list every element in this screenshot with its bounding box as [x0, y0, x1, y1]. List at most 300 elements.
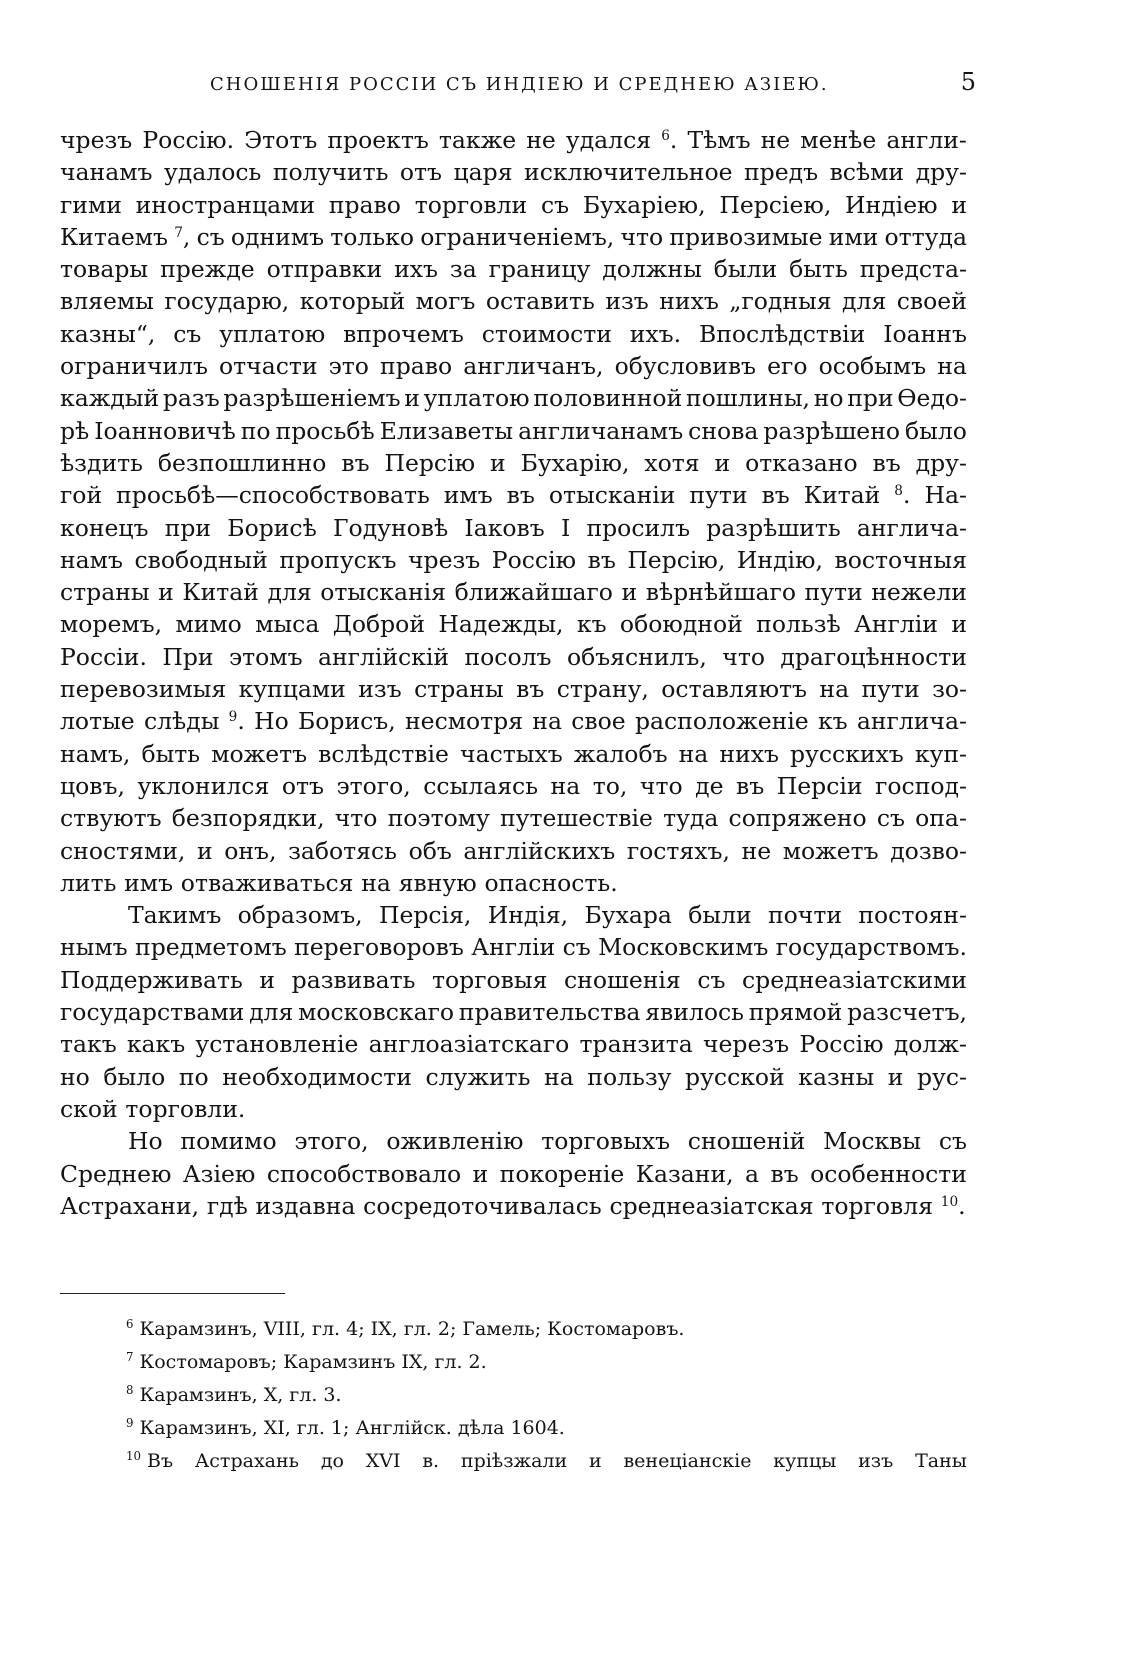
word: Китай — [182, 578, 259, 607]
word: быть — [141, 739, 201, 768]
word: по — [178, 1062, 209, 1091]
footnote-marker: 7 — [174, 224, 183, 241]
word: на — [819, 675, 850, 704]
word: Персіею, — [719, 190, 832, 219]
word: Но — [254, 707, 289, 736]
word: опа- — [915, 804, 967, 833]
footnote-word: пріѣзжали — [460, 1450, 568, 1472]
word: разрѣшеніемъ — [223, 384, 401, 413]
word: намъ, — [60, 739, 131, 768]
word: на — [550, 771, 581, 800]
word: дозво- — [890, 836, 967, 865]
word: зо- — [932, 675, 967, 704]
word: и — [714, 448, 731, 477]
word: по — [240, 416, 271, 445]
word: что — [722, 642, 765, 671]
word: Доброй — [332, 610, 425, 639]
word: отысканія — [320, 578, 446, 607]
word: предста- — [859, 255, 967, 284]
word: съ — [562, 933, 591, 962]
word: установленіе — [195, 1030, 359, 1059]
word: Персію — [384, 448, 476, 477]
word: отъ — [281, 771, 324, 800]
word: съ — [938, 1127, 967, 1156]
word: Россію. — [142, 126, 235, 154]
footnote-text: Карамзинъ, XI, гл. 1; Англійск. дѣла 1604. — [133, 1417, 565, 1439]
word: право — [328, 190, 401, 219]
word: ограниченіемъ, — [420, 222, 615, 251]
word: транзита — [579, 1030, 693, 1059]
word: проектъ — [327, 126, 429, 154]
word: впрочемъ — [343, 319, 464, 348]
word: ссылаясь — [423, 771, 538, 800]
paragraph — [60, 899, 967, 1125]
word: Англіи — [471, 933, 556, 962]
word: англичанамъ — [518, 416, 684, 445]
word: въ — [516, 675, 545, 704]
word: отправки — [266, 255, 383, 284]
word: пути — [689, 481, 748, 510]
text-line — [60, 382, 967, 414]
text-line — [60, 899, 967, 931]
word: образомъ, — [237, 901, 363, 930]
word: пути — [804, 578, 863, 607]
word: привозимые — [669, 222, 823, 251]
word: также — [438, 126, 517, 154]
word: Москвы — [823, 1127, 922, 1156]
word: иностранцами — [135, 190, 316, 219]
text-line — [60, 835, 967, 867]
word: дру- — [915, 158, 967, 187]
word: $^9$. — [228, 707, 245, 736]
word: туда — [663, 804, 719, 833]
word: частыхъ — [460, 739, 563, 768]
word: царя — [453, 158, 513, 187]
word: ограничилъ — [60, 352, 208, 381]
text-line — [60, 1061, 967, 1093]
word: оставляютъ — [661, 675, 807, 704]
word: и — [490, 448, 506, 477]
text-line — [60, 415, 967, 447]
word: свое — [571, 707, 626, 736]
text-line — [60, 867, 967, 899]
word: государю, — [164, 287, 290, 316]
text-line — [60, 544, 967, 576]
word: для — [842, 287, 887, 316]
word: посолъ — [464, 642, 552, 671]
word: изъ — [605, 287, 649, 316]
word: помимо — [180, 1127, 277, 1156]
text-line — [60, 350, 967, 382]
word: постоян- — [858, 901, 967, 930]
text-line — [60, 124, 967, 156]
word: въ — [736, 771, 765, 800]
word: то, — [592, 771, 628, 800]
word: ѣздить — [60, 448, 143, 477]
word: къ — [817, 707, 848, 736]
word: каждый — [60, 384, 160, 413]
word: вслѣдствіе — [318, 739, 449, 768]
word: драгоцѣнности — [780, 642, 967, 671]
word: Персію, — [627, 545, 726, 574]
word: Казани, — [635, 1159, 734, 1188]
word: особенности — [810, 1159, 967, 1188]
word: въ — [341, 448, 370, 477]
word: Поддерживать — [60, 965, 243, 994]
word: а — [745, 1159, 760, 1188]
word: однимъ — [230, 222, 325, 251]
word: не — [741, 836, 772, 865]
word: ими — [828, 222, 879, 251]
word: рус- — [916, 1062, 967, 1091]
word: Азіею — [182, 1159, 256, 1188]
word: гдѣ — [206, 1191, 248, 1220]
word: $^7$, — [174, 222, 191, 251]
word: расположеніе — [634, 707, 809, 736]
word: уплатою — [423, 384, 530, 413]
word: ихъ. — [629, 319, 682, 348]
word: московскаго — [298, 998, 455, 1027]
word: и — [404, 384, 420, 413]
word: разрѣшено — [763, 416, 901, 445]
word: развивать — [291, 965, 416, 994]
word: несмотря — [405, 707, 524, 736]
footnote-word: Астрахань — [194, 1450, 299, 1472]
word: сношенія — [564, 965, 681, 994]
word: оживленію — [386, 1127, 524, 1156]
word: намъ — [60, 545, 123, 574]
word: государствами — [60, 998, 245, 1027]
body-text — [60, 124, 967, 1222]
word: нымъ — [60, 933, 128, 962]
word: что — [334, 804, 378, 833]
running-head — [60, 68, 976, 104]
word: купцами — [238, 675, 346, 704]
word: могъ — [415, 287, 476, 316]
paragraph — [60, 1125, 967, 1222]
text-line — [60, 156, 967, 188]
word: просилъ — [586, 513, 691, 542]
word: правительства — [458, 998, 641, 1027]
running-head-title: СНОШЕНІЯ РОССІИ СЪ ИНДІЕЮ И СРЕДНЕЮ АЗІЕЮ. — [210, 74, 829, 95]
word: какъ — [126, 1030, 186, 1059]
word: ихъ — [394, 255, 438, 284]
word: этомъ — [228, 642, 303, 671]
word: при — [164, 513, 212, 542]
text-line — [60, 512, 967, 544]
word: всѣми — [829, 158, 905, 187]
word: разъ — [162, 384, 220, 413]
word: оставить — [485, 287, 595, 316]
word: сосредоточивалась — [363, 1191, 602, 1220]
word: въ — [587, 545, 616, 574]
word: отваживаться — [180, 868, 354, 897]
word: де — [695, 771, 724, 800]
text-line — [60, 285, 967, 317]
word: были — [688, 901, 752, 930]
word: Персіи — [776, 771, 863, 800]
word: безпорядки, — [171, 804, 325, 833]
word: англоазіатскаго — [368, 1030, 570, 1059]
word: переговоровъ — [294, 933, 464, 962]
footnote — [60, 1445, 967, 1478]
footnote-number: 10 — [126, 1448, 141, 1463]
word: къ — [576, 610, 607, 639]
footnote-number: 7 — [126, 1349, 134, 1364]
word: англича- — [856, 707, 967, 736]
footnote-text: Костомаровъ; Карамзинъ IX, гл. 2. — [133, 1351, 487, 1373]
word: въ — [872, 448, 901, 477]
word: обусловивъ — [614, 352, 756, 381]
word: страну, — [556, 675, 649, 704]
word: вѣрнѣйшаго — [645, 578, 796, 607]
word: англи- — [886, 126, 967, 154]
word: удалось — [163, 158, 262, 187]
word: онъ, — [224, 836, 277, 865]
text-line — [60, 253, 967, 285]
word: на — [678, 739, 709, 768]
word: для — [249, 998, 294, 1027]
word: сношеній — [687, 1127, 806, 1156]
word: Китай — [803, 481, 881, 510]
word: и — [951, 610, 967, 639]
word: и — [259, 965, 276, 994]
word: было — [905, 416, 967, 445]
word: слѣды — [143, 707, 220, 736]
word: Англіи — [854, 610, 938, 639]
word: среднеазіатская — [609, 1191, 814, 1220]
word: „годныя — [729, 287, 832, 316]
word: разрѣшить — [706, 513, 841, 542]
word: его — [767, 352, 808, 381]
word: сностями, — [60, 836, 186, 865]
word: почти — [768, 901, 843, 930]
word: Надежды, — [438, 610, 564, 639]
word: прежде — [160, 255, 255, 284]
word: Индія, — [487, 901, 569, 930]
text-line — [60, 479, 967, 511]
word: на — [937, 352, 967, 381]
word: въ — [761, 481, 790, 510]
word: можетъ — [211, 739, 308, 768]
word: отысканіи — [548, 481, 676, 510]
word: границу — [488, 255, 591, 284]
word: Іаковъ — [464, 513, 545, 542]
word: но — [813, 384, 844, 413]
word: пользѣ — [756, 610, 841, 639]
footnote-marker: 8 — [894, 483, 903, 500]
word: пропускъ — [279, 545, 397, 574]
word: на — [544, 1062, 574, 1091]
word: получить — [272, 158, 389, 187]
word: пользу — [587, 1062, 672, 1091]
word: Астрахани, — [60, 1191, 200, 1220]
word: англича- — [856, 513, 967, 542]
text-line — [60, 738, 967, 770]
word: I — [560, 513, 571, 542]
word: нихъ — [719, 739, 779, 768]
word: необходимости — [222, 1062, 412, 1091]
word: разсчетъ, — [847, 998, 967, 1027]
word: страны — [414, 675, 504, 704]
word: $^{10}$. — [940, 1191, 966, 1220]
word: вляемы — [60, 287, 154, 316]
text-line — [60, 641, 967, 673]
word: государствомъ. — [775, 933, 967, 962]
word: это — [328, 352, 369, 381]
word: Бухара — [584, 901, 672, 930]
word: съ — [876, 804, 905, 833]
footnote-word: Таны — [915, 1450, 967, 1472]
word: Годуновѣ — [332, 513, 449, 542]
text-line — [60, 964, 967, 996]
word: уклонился — [137, 771, 270, 800]
word: и — [887, 1062, 904, 1091]
word: лотые — [60, 707, 135, 736]
word: съ — [173, 319, 202, 348]
footnote-text: Карамзинъ, VIII, гл. 4; IX, гл. 2; Гамель; Костомаровъ. — [133, 1318, 685, 1340]
word: отчасти — [219, 352, 318, 381]
word: просьбѣ — [275, 416, 375, 445]
word: отказано — [745, 448, 858, 477]
word: мыса — [255, 610, 320, 639]
word: нежели — [871, 578, 967, 607]
word: имъ — [124, 868, 174, 897]
footnote-text: Карамзинъ, X, гл. 3. — [133, 1384, 342, 1406]
word: торговыя — [432, 965, 548, 994]
word: перевозимыя — [60, 675, 227, 704]
word: пошлины, — [685, 384, 811, 413]
word: На- — [924, 481, 967, 510]
word: для — [267, 578, 312, 607]
text-line — [60, 1190, 967, 1222]
text-line — [60, 1125, 967, 1157]
word: было — [103, 1062, 166, 1091]
text-line — [60, 996, 967, 1028]
footnote-marker: 6 — [661, 127, 670, 144]
word: чрезъ — [408, 545, 481, 574]
word: $^6$. — [661, 126, 678, 154]
word: что — [620, 222, 664, 251]
word: моремъ, — [60, 610, 163, 639]
word: въ — [770, 1159, 799, 1188]
word: русской — [685, 1062, 785, 1091]
footnote-number: 9 — [126, 1415, 134, 1430]
word: менѣе — [800, 126, 877, 154]
footnote — [60, 1412, 967, 1445]
footnote — [60, 1346, 967, 1379]
word: оттуда — [884, 222, 967, 251]
text-line — [60, 576, 967, 608]
word: чанамъ — [60, 158, 153, 187]
word: снова — [688, 416, 759, 445]
text-line — [60, 705, 967, 737]
word: страны — [60, 578, 150, 607]
text-line — [60, 1028, 967, 1060]
text-line — [60, 673, 967, 705]
word: англичанъ, — [463, 352, 604, 381]
word: Бухарію, — [520, 448, 630, 477]
text-line — [60, 221, 967, 253]
word: Московскимъ — [598, 933, 769, 962]
footnote-divider — [60, 1293, 285, 1294]
word: Россію — [799, 1030, 884, 1059]
word: уплатою — [219, 319, 326, 348]
word: своей — [896, 287, 967, 316]
footnote — [60, 1379, 967, 1412]
footnote-number: 8 — [126, 1382, 134, 1397]
word: объ — [408, 836, 452, 865]
word: и — [951, 190, 967, 219]
word: исключительное — [524, 158, 733, 187]
word: гой — [60, 481, 103, 510]
word: поэтому — [387, 804, 490, 833]
footnotes — [60, 1313, 967, 1478]
word: въ — [506, 481, 535, 510]
word: Индіею — [845, 190, 938, 219]
word: Такимъ — [128, 901, 222, 930]
footnote-word: и — [588, 1450, 602, 1472]
word: имъ — [443, 481, 493, 510]
word: удался — [565, 126, 652, 154]
word: Ѳедо- — [897, 384, 967, 413]
word: предъ — [744, 158, 819, 187]
word: сопряжено — [728, 804, 867, 833]
footnote-word: XVI — [365, 1450, 401, 1472]
word: торговли — [414, 190, 528, 219]
word: хотя — [644, 448, 700, 477]
word: торговля — [821, 1191, 934, 1220]
word: товары — [60, 255, 149, 284]
word: казны — [798, 1062, 875, 1091]
word: явную — [398, 868, 477, 897]
word: гими — [60, 190, 122, 219]
word: особымъ — [818, 352, 927, 381]
paragraph — [60, 124, 967, 899]
word: этого, — [336, 771, 411, 800]
word: предметомъ — [135, 933, 287, 962]
word: должны — [602, 255, 702, 284]
word: торговли. — [125, 1094, 246, 1123]
word: При — [162, 642, 214, 671]
word: конецъ — [60, 513, 149, 542]
word: объяснилъ, — [566, 642, 707, 671]
word: Борисѣ — [227, 513, 317, 542]
word: ствуютъ — [60, 804, 162, 833]
word: англійскій — [317, 642, 450, 671]
text-line — [60, 931, 967, 963]
word: гостяхъ, — [626, 836, 730, 865]
word: и — [196, 836, 213, 865]
word: быть — [789, 255, 848, 284]
word: русскихъ — [790, 739, 904, 768]
text-line — [60, 318, 967, 350]
word: этого, — [294, 1127, 369, 1156]
word: Этотъ — [244, 126, 318, 154]
word: восточныя — [834, 545, 967, 574]
word: издавна — [255, 1191, 356, 1220]
text-line — [60, 770, 967, 802]
word: обоюдной — [619, 610, 743, 639]
word: пути — [861, 675, 920, 704]
text-line — [60, 447, 967, 479]
word: жалобъ — [573, 739, 668, 768]
word: отъ — [399, 158, 443, 187]
word: цовъ, — [60, 771, 125, 800]
word: безпошлинно — [157, 448, 327, 477]
word: съ — [697, 965, 726, 994]
word: ской — [60, 1094, 118, 1123]
